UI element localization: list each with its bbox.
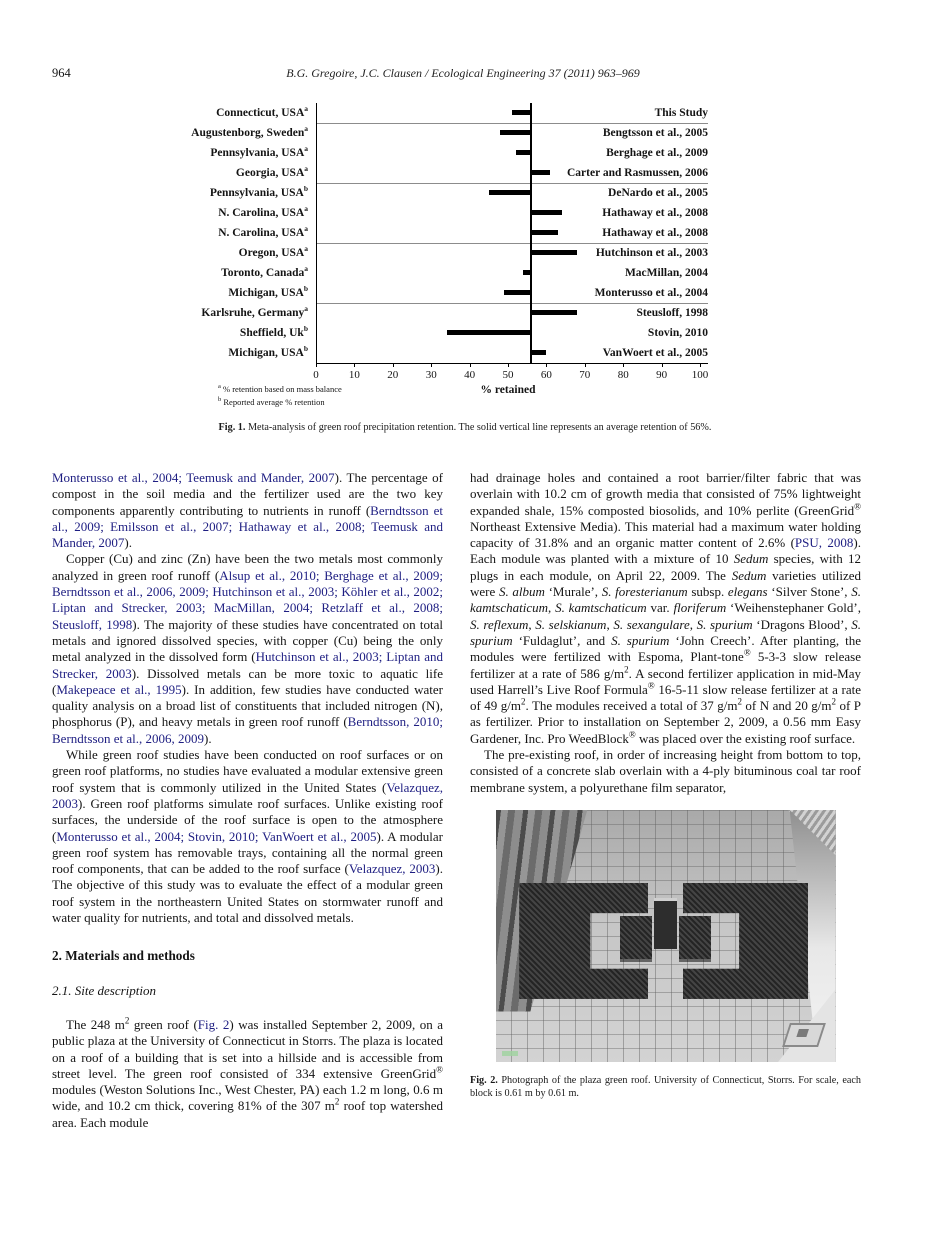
text-segment: 16-5-11 slow release fertilizer at a rate of 49 g/m [470,681,861,714]
chart-axis-tick-label: 90 [656,369,668,381]
species-name: S. selskianum [535,616,607,632]
chart-axis-tick [316,363,317,367]
footnote-marker: b [303,184,308,194]
paragraph [52,551,443,747]
text-segment: ). [124,535,133,551]
species-name: S. spurium [611,632,670,648]
chart-row-label: Michigan, USA$^b$ [228,344,308,359]
citation-link[interactable]: Makepeace et al., 1995 [56,681,182,697]
chart-study-label: Monterusso et al., 2004 [594,287,708,299]
chart-plot-area [165,100,765,420]
text-segment: var. [646,600,674,616]
text-segment: . The modules received a total of 37 g/m [525,698,738,714]
section-heading: 2. Materials and methods [52,948,195,964]
chart-row-label: Karlsruhe, Germany$^a$ [201,304,308,319]
text-segment: of N and 20 g/m [741,698,832,714]
chart-study-label: This Study [654,107,708,119]
right-column-text [470,470,861,796]
page-number: 964 [52,66,71,80]
text-segment: , [547,600,556,616]
footnote-marker: a [304,144,308,154]
citation-link[interactable]: Velazquez, 2003 [348,861,436,877]
text-segment: ). Green roof platforms simulate roof surfaces. Unlike existing roof surfaces, the underside of the roof surface is open to the atmosphere ( [52,795,443,844]
text-segment: , [689,616,697,632]
figure-1-caption [165,422,765,433]
text-segment: ‘Silver Stone’, [767,584,852,600]
footnote-marker: a [218,383,221,391]
citation-link[interactable]: Berndtsson et al., 2009; Emilsson et al., 2007; Hathaway et al., 2008; Teemusk and Mander, 2007 [52,502,444,551]
chart-axis-tick [354,363,355,367]
footnote-marker: a [304,304,308,314]
right-column [470,470,861,1101]
text-segment: ). The percentage of compost in the soil media and the fertilizer used are the two key components apparently contributing to nutrients in runoff ( [52,470,443,518]
chart-axis-tick-label: 30 [425,369,437,381]
chart-row-label: Oregon, USA$^a$ [238,244,308,259]
text-segment: roof top watershed area. Each module [52,1098,443,1130]
photo-central-monument [654,898,678,949]
footnote-marker: a [304,204,308,214]
text-segment: While green roof studies have been conducted on roof surfaces or on green roof platforms, no studies have evaluated a modular extensive green roof system that is commonly utilized in the United States ( [52,747,443,795]
citation-link[interactable]: Fig. 2 [197,1016,230,1032]
chart-study-label: Stovin, 2010 [647,327,708,339]
chart-row-label: Connecticut, USA$^a$ [216,104,308,119]
species-name: Sedum [733,551,769,567]
species-name: S. sexangulare [613,616,690,632]
chart-axis-tick-label: 10 [348,369,360,381]
footnote-marker: a [304,264,308,274]
footnote-marker: b [218,396,222,404]
chart-study-label: VanWoert et al., 2005 [602,347,708,359]
chart-footnote: $^b$ Reported average % retention [218,396,325,407]
left-column [52,470,443,1131]
text-segment: . A second fertilizer application in mid-May used Harrell’s Live Roof Formula [470,665,861,697]
chart-axis-tick [662,363,663,367]
chart-row-label: Augustenborg, Sweden$^a$ [191,124,308,139]
chart-row-label: Toronto, Canada$^a$ [221,264,308,279]
text-segment: modules (Weston Solutions Inc., West Chester, PA) each 1.2 m long, 0.6 m wide, and 10.2 cm thick, covering 81% of the 307 m [52,1082,443,1114]
text-segment: , [606,616,614,632]
text-segment: ‘Weihenstephaner Gold’, [726,600,862,616]
figure-1-caption-label: Fig. 1. [218,422,246,433]
chart-group-separator [316,183,708,184]
superscript: 2 [737,696,742,707]
text-segment: Northeast Extensive Media). This material had a maximum water holding capacity of 31.8% and an organic matter content of 2.6% ( [470,518,861,551]
chart-x-axis [316,363,708,364]
chart-axis-tick [546,363,547,367]
text-segment: The pre-existing roof, in order of increasing height from bottom to top, consisted of a concrete slab overlain with a 4-ply bituminous coal tar roof membrane system, a polyurethane film separator, [470,747,861,795]
chart-study-label: Berghage et al., 2009 [606,147,708,159]
text-segment: was placed over the existing roof surface. [635,730,856,746]
figure-1-caption-text: Meta-analysis of green roof precipitation retention. The solid vertical line represents an average retention of 56%. [247,422,712,433]
superscript: 2 [124,1015,130,1026]
text-segment: ). Dissolved metals can be more toxic to aquatic life ( [52,665,444,697]
chart-study-label: DeNardo et al., 2005 [608,187,708,199]
chart-axis-tick [508,363,509,367]
chart-group-separator [316,243,708,244]
text-segment: ). [204,730,212,746]
text-segment: , [528,616,536,632]
chart-axis-tick-label: 0 [313,369,319,381]
chart-group-separator [316,303,708,304]
photo-inner-modules-right [679,916,711,959]
chart-axis-tick [623,363,624,367]
citation-link[interactable]: Alsup et al., 2010; Berghage et al., 2009; Berndtsson et al., 2006, 2009; Hutchinson et al., 2003; Köhler et al., 2002; Liptan and Strecker, 2003; MacMillan, 2004; Retzlaff et al., 2008; Steusloff, 1998 [52,567,443,632]
chart-axis-tick-label: 40 [464,369,476,381]
photo-inner-modules-left [620,916,652,959]
chart-study-label: Steusloff, 1998 [636,307,708,319]
chart-mean-line [530,103,532,363]
species-name: S. kamtschaticum [555,600,647,616]
citation-link[interactable]: Velazquez, 2003 [52,779,443,811]
figure-1-chart [165,100,765,450]
text-segment: ‘Dragons Blood’, [752,616,852,632]
figure-2-caption [470,1074,861,1101]
superscript: ® [628,729,636,740]
subsection-heading: 2.1. Site description [52,982,156,998]
running-head: B.G. Gregoire, J.C. Clausen / Ecological Engineering 37 (2011) 963–969 [286,66,640,80]
text-segment: ). Each module was planted with a mixture of 10 [470,535,861,567]
figure-2-caption-text: Photograph of the plaza green roof. University of Connecticut, Storrs. For scale, each block is 0.61 m by 0.61 m. [470,1074,861,1100]
photo-drain [782,1023,826,1047]
chart-axis-tick-label: 60 [540,369,552,381]
footnote-marker: a [304,104,308,114]
footnote-marker: b [303,344,308,354]
chart-group-separator [316,123,708,124]
text-segment: Copper (Cu) and zinc (Zn) have been the two metals most commonly analyzed in green roof runoff ( [52,551,443,583]
chart-axis-tick [431,363,432,367]
text-segment: The 248 m [66,1016,125,1032]
text-segment: ‘Fuldaglut’, and [512,632,612,648]
chart-footnote: $^a$ % retention based on mass balance [218,383,342,394]
chart-axis-tick [470,363,471,367]
chart-study-label: Bengtsson et al., 2005 [602,127,708,139]
superscript: 2 [521,696,526,707]
chart-study-label: Hathaway et al., 2008 [602,207,708,219]
chart-row-label: Pennsylvania, USA$^a$ [210,144,308,159]
paragraph [52,470,443,551]
species-name: S. reflexum [470,616,529,632]
chart-x-axis-title: % retained [480,384,536,396]
text-segment: ). The objective of this study was to evaluate the effect of a modular green roof system in the northeastern United States on stormwater runoff and water quality for nutrients, and total and dissolved metals. [52,861,443,926]
chart-axis-tick [585,363,586,367]
chart-row-label: Pennsylvania, USA$^b$ [209,184,308,199]
text-segment: ). A modular green roof system has removable trays, containing all the normal green roof components, that can be added to the roof surface ( [52,828,443,877]
footnote-marker: a [304,164,308,174]
citation-link[interactable]: PSU, 2008 [794,535,854,551]
chart-axis-tick-label: 70 [579,369,591,381]
chart-study-label: Hathaway et al., 2008 [602,227,708,239]
superscript: ® [436,1064,443,1075]
chart-row-label: N. Carolina, USA$^a$ [218,224,308,239]
paragraph [52,747,443,926]
chart-study-label: MacMillan, 2004 [624,267,708,279]
footnote-marker: b [303,324,308,334]
species-name: S. kamtschaticum [470,584,861,616]
text-segment: species, with 12 plugs in each module, on April 22, 2009. The [470,551,861,583]
citation-link[interactable]: Berndtsson, 2010; Berndtsson et al., 2006, 2009 [52,714,443,746]
superscript: 2 [831,696,837,707]
citation-link[interactable]: Monterusso et al., 2004; Stovin, 2010; VanWoert et al., 2005 [56,828,377,844]
paragraph [52,1017,443,1131]
text-segment: ‘John Creech’. After planting, the modules were fertilized with Espoma, Plant-tone [470,632,861,665]
text-segment: varieties utilized were [470,567,861,600]
chart-axis-tick-label: 80 [617,369,629,381]
species-name: Sedum [731,567,767,583]
chart-axis-tick-label: 100 [691,369,709,381]
chart-axis-tick-label: 50 [502,369,514,381]
species-name: S. spurium [470,616,862,648]
superscript: ® [647,680,655,691]
text-segment: 5-3-3 slow release fertilizer at a rate of 586 g/m [470,649,861,681]
footnote-marker: b [303,284,308,294]
chart-study-label: Carter and Rasmussen, 2006 [567,167,708,179]
text-segment: green roof ( [129,1016,198,1032]
superscript: 2 [334,1097,340,1108]
text-segment: ). The majority of these studies have concentrated on total metals and ignored dissolved species, with copper (Cu) being the only metal analyzed in the dissolved form ( [52,616,443,665]
chart-y-axis [316,103,317,363]
species-name: floriferum [673,600,727,616]
fig2-plaza-photo [496,810,836,1062]
species-name: S. foresterianum [601,584,688,600]
chart-row-label: Sheffield, Uk$^b$ [239,324,308,339]
chart-row-label: Georgia, USA$^a$ [235,164,308,179]
chart-row-label: N. Carolina, USA$^a$ [218,204,308,219]
photo-timestamp [502,1051,518,1056]
superscript: 2 [624,664,629,675]
chart-row-label: Michigan, USA$^b$ [228,284,308,299]
chart-axis-tick [700,363,701,367]
superscript: ® [854,501,861,512]
text-segment: of P as fertilizer. Prior to installation on September 2, 2009, a 0.56 mm Easy Gardener, Inc. Pro WeedBlock [470,698,862,746]
superscript: ® [743,647,751,658]
species-name: S. album [498,584,545,600]
text-segment: ) was installed September 2, 2009, on a public plaza at the University of Connecticut in Storrs. The plaza is located on a roof of a building that is set into a hillside and is accessible from street level. The green roof consisted of 334 extensive GreenGrid [52,1016,444,1081]
paragraph [470,470,861,747]
text-segment: ). In addition, few studies have conducted water quality analysis on a broad list of constituents that included nitrogen (N), phosphorus (P), and heavy metals in green roof runoff ( [52,681,443,730]
citation-link[interactable]: Hutchinson et al., 2003; Liptan and Strecker, 2003 [52,649,443,681]
footnote-marker: a [304,224,308,234]
species-name: elegans [727,584,768,600]
chart-study-label: Hutchinson et al., 2003 [595,247,708,259]
figure-2-caption-label: Fig. 2. [470,1074,498,1086]
text-segment: ‘Murale’, [544,584,602,600]
footnote-marker: a [304,244,308,254]
paragraph [470,747,861,796]
citation-link[interactable]: Monterusso et al., 2004; Teemusk and Mander, 2007 [52,470,335,485]
text-segment: subsp. [687,584,728,600]
chart-axis-tick [393,363,394,367]
footnote-marker: a [304,124,308,134]
species-name: S. spurium [696,616,753,632]
text-segment: had drainage holes and contained a root barrier/filter fabric that was overlain with 10.2 cm of growth media that consisted of 75% lightweight expanded shale, 15% composted biosolids, and 10% perlite (GreenGrid [470,470,861,518]
chart-axis-tick-label: 20 [387,369,399,381]
